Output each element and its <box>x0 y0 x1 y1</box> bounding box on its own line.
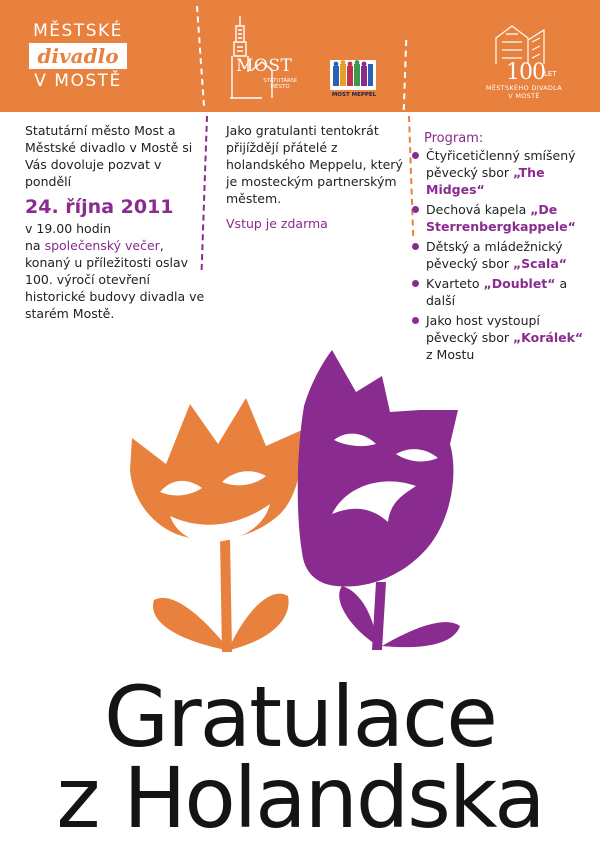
bullet-icon <box>412 317 419 324</box>
theatre-logo-line3: V MOSTĚ <box>34 71 122 91</box>
program-item-text: Jako host vystoupí pěvecký sbor <box>426 313 540 345</box>
program-item-text: Čtyřicetičlenný smíšený pěvecký sbor <box>426 148 576 180</box>
program-title: Program: <box>424 131 484 146</box>
program-item-name: „De Sterrenbergkappele“ <box>426 202 576 234</box>
program-item-text: Kvarteto <box>426 276 484 291</box>
anniversary-number: 100 <box>506 60 545 85</box>
orange-mask-icon <box>130 398 302 652</box>
theatre-logo-line1: MĚSTSKÉ <box>33 21 123 41</box>
program-item-text: Dětský a mládežnický pěvecký sbor <box>426 239 563 271</box>
event-description <box>25 237 205 322</box>
bullet-icon <box>412 243 419 250</box>
poster-title-line2: z Holandska <box>56 749 544 847</box>
city-logo-name: MOST <box>236 56 293 76</box>
program-item-name: „Scala“ <box>512 256 567 271</box>
program-item-name: „Korálek“ <box>512 330 584 345</box>
theatre-masks-illustration <box>120 346 500 680</box>
program-column <box>412 130 592 366</box>
purple-mask-icon <box>298 350 460 650</box>
theatre-building-icon <box>466 20 578 64</box>
program-item-text: Dechová kapela <box>426 202 531 217</box>
program-item <box>412 275 592 309</box>
program-item-name: „The Midges“ <box>426 165 545 197</box>
anniversary-line2: V MOSTĚ <box>508 92 540 100</box>
anniversary-logo <box>466 20 578 102</box>
guests-text: Jako gratulanti tentokrát přijíždějí přátelé z holandského Meppelu, který je mosteckým partnerským městem. <box>226 123 403 206</box>
poster-title-line1: Gratulace <box>104 668 496 766</box>
event-date: 24. října 2011 <box>25 196 174 218</box>
meppel-logo <box>330 60 376 90</box>
admission-note: Vstup je zdarma <box>226 216 328 231</box>
bullet-icon <box>412 206 419 213</box>
theatre-logo <box>18 20 138 92</box>
event-details: , konaný u příležitosti oslav 100. výročí otevření historické budovy divadla ve starém Mostě. <box>25 238 205 321</box>
program-item <box>412 201 592 235</box>
event-time: v 19.00 hodin <box>25 221 112 236</box>
program-item-name: „Doublet“ <box>483 276 556 291</box>
meppel-logo-label: MOST MEPPEL <box>331 92 377 98</box>
program-item <box>412 238 592 272</box>
program-item-after: z Mostu <box>426 347 475 362</box>
bullet-icon <box>412 152 419 159</box>
anniversary-line1: MĚSTSKÉHO DIVADLA <box>485 84 563 92</box>
event-name: společenský večer <box>44 238 160 253</box>
invitation-column <box>25 122 205 322</box>
bullet-icon <box>412 280 419 287</box>
meppel-figures-icon <box>330 60 376 90</box>
event-prefix: na <box>25 238 45 253</box>
invitation-intro: Statutární město Most a Městské divadlo v Mostě si Vás dovoluje pozvat v pondělí <box>25 123 193 189</box>
anniversary-let: LET <box>544 70 557 78</box>
city-logo <box>222 12 302 102</box>
theatre-logo-line2: divadlo <box>29 43 126 69</box>
city-logo-subtitle: STATUTÁRNÍ MĚSTO <box>263 78 297 90</box>
guests-column <box>226 122 406 232</box>
program-item-after: a další <box>426 276 568 308</box>
program-item <box>412 147 592 198</box>
